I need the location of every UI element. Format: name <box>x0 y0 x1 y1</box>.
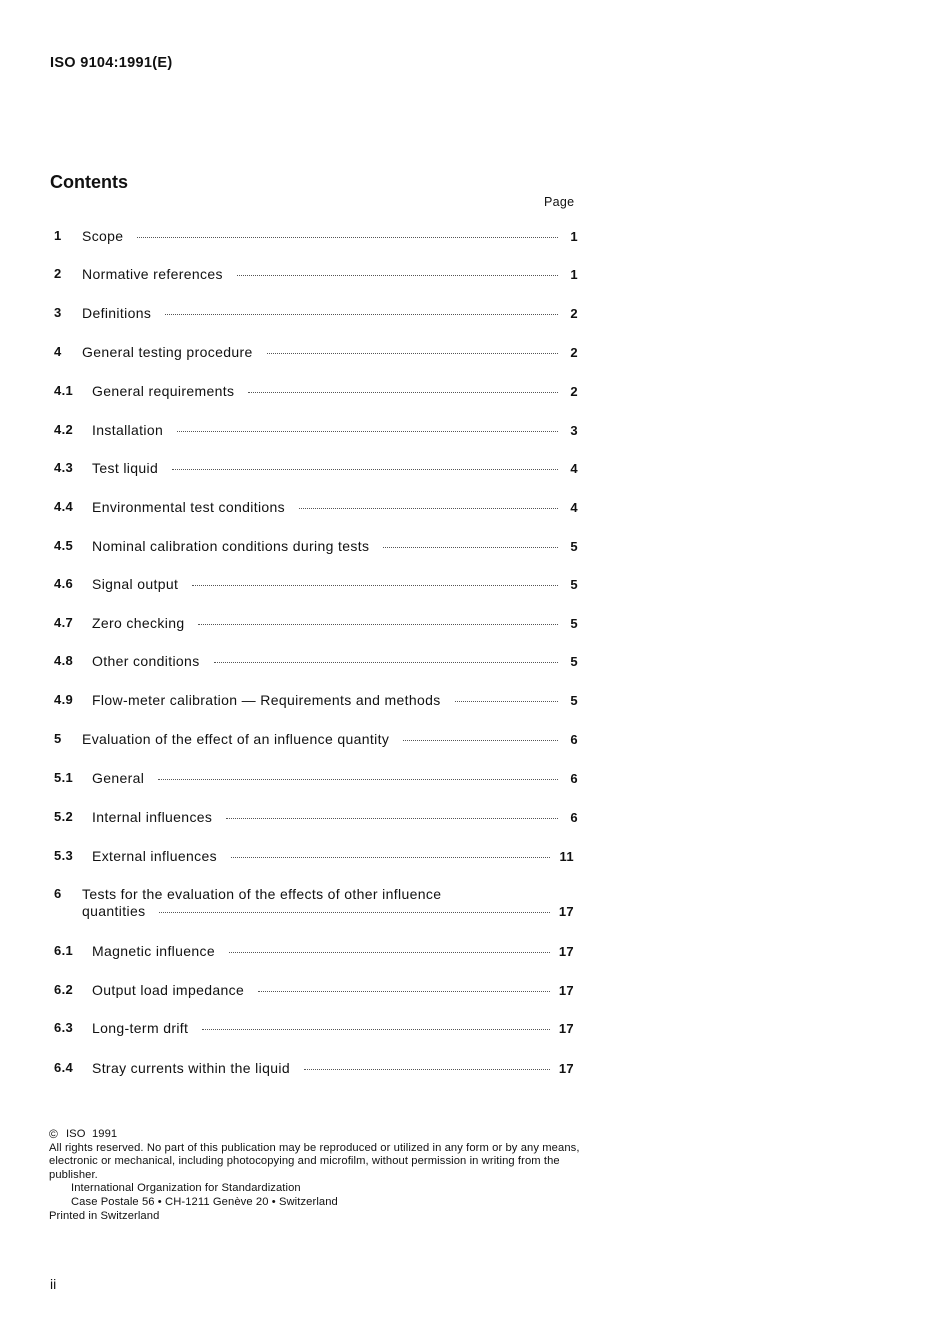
toc-entry[interactable] <box>0 576 950 598</box>
toc-entry[interactable] <box>0 228 950 250</box>
toc-entry-page: 5 <box>570 654 578 669</box>
dot-leader <box>229 952 550 953</box>
dot-leader <box>231 857 550 858</box>
toc-entry-page: 17 <box>558 904 574 919</box>
toc-entry[interactable] <box>0 731 950 753</box>
toc-entry[interactable] <box>0 982 950 1004</box>
organization-address: Case Postale 56 • CH-1211 Genève 20 • Switzerland <box>71 1195 338 1208</box>
toc-entry-number: 6 <box>54 886 62 901</box>
toc-entry[interactable] <box>0 809 950 831</box>
toc-entry[interactable] <box>0 499 950 521</box>
toc-entry-page: 2 <box>570 306 578 321</box>
toc-entry-title-line1: Tests for the evaluation of the effects of other influence <box>82 886 442 902</box>
toc-entry-title: Nominal calibration conditions during tests <box>92 538 370 554</box>
dot-leader <box>177 431 558 432</box>
toc-entry-title: Normative references <box>82 266 223 282</box>
organization-name: International Organization for Standardization <box>71 1182 301 1195</box>
copyright-footer <box>49 1128 589 1223</box>
toc-entry[interactable] <box>0 1020 950 1042</box>
toc-entry-page: 1 <box>570 229 578 244</box>
toc-entry[interactable] <box>0 305 950 327</box>
toc-entry-number: 4.3 <box>54 460 74 475</box>
toc-entry-number: 4.4 <box>54 499 74 514</box>
toc-entry-page: 2 <box>570 345 578 360</box>
toc-entry[interactable] <box>0 943 950 965</box>
toc-entry-number: 4.5 <box>54 538 74 553</box>
toc-entry-title: Evaluation of the effect of an influence quantity <box>82 731 390 747</box>
toc-entry-number: 4.7 <box>54 615 74 630</box>
rights-statement: All rights reserved. No part of this publication may be reproduced or utilized in any form or by any means, electronic or mechanical, including photocopying and microfilm, without permission in writing from the publisher. <box>49 1141 580 1181</box>
toc-entry[interactable] <box>0 344 950 366</box>
dot-leader <box>172 469 558 470</box>
dot-leader <box>403 740 558 741</box>
toc-entry-title: Environmental test conditions <box>92 499 286 515</box>
toc-entry-number: 4 <box>54 344 62 359</box>
toc-entry-page: 4 <box>570 461 578 476</box>
toc-entry-title: General testing procedure <box>82 344 253 360</box>
toc-entry-number: 4.2 <box>54 422 74 437</box>
dot-leader <box>248 392 558 393</box>
toc-entry-title: Internal influences <box>92 809 213 825</box>
toc-entry-number: 5.2 <box>54 809 74 824</box>
dot-leader <box>202 1029 550 1030</box>
dot-leader <box>258 991 550 992</box>
toc-entry-number: 6.2 <box>54 982 74 997</box>
dot-leader <box>214 662 558 663</box>
toc-entry-page: 6 <box>570 771 578 786</box>
toc-entry[interactable] <box>0 266 950 288</box>
toc-entry[interactable] <box>0 653 950 675</box>
toc-entry[interactable] <box>0 848 950 870</box>
toc-entry[interactable] <box>0 1060 950 1082</box>
page-number: ii <box>50 1276 57 1292</box>
toc-entry-number: 4.1 <box>54 383 74 398</box>
toc-entry-page: 5 <box>570 616 578 631</box>
toc-entry-number: 5.3 <box>54 848 74 863</box>
toc-entry-title: Stray currents within the liquid <box>92 1060 290 1076</box>
toc-entry-page: 17 <box>558 983 574 998</box>
toc-entry-page: 3 <box>570 423 578 438</box>
toc-entry[interactable] <box>0 460 950 482</box>
toc-entry-page: 5 <box>570 539 578 554</box>
toc-entry-number: 2 <box>54 266 62 281</box>
toc-entry[interactable] <box>0 770 950 792</box>
printed-location: Printed in Switzerland <box>49 1209 160 1222</box>
toc-entry-title: Other conditions <box>92 653 200 669</box>
toc-entry-number: 4.8 <box>54 653 74 668</box>
copyright-icon: © <box>49 1127 58 1141</box>
dot-leader <box>299 508 558 509</box>
contents-heading: Contents <box>50 172 128 192</box>
toc-entry[interactable] <box>0 615 950 637</box>
toc-entry-title: Flow-meter calibration — Requirements and methods <box>92 692 441 708</box>
toc-entry-number: 1 <box>54 228 62 243</box>
dot-leader <box>137 237 558 238</box>
dot-leader <box>237 275 558 276</box>
page-column-label: Page <box>544 195 575 209</box>
toc-entry-title: Output load impedance <box>92 982 245 998</box>
toc-entry-number: 5.1 <box>54 770 74 785</box>
toc-entry[interactable] <box>0 422 950 444</box>
toc-entry-title: General requirements <box>92 383 235 399</box>
dot-leader <box>165 314 558 315</box>
toc-entry-number: 6.4 <box>54 1060 74 1075</box>
toc-entry-title: Scope <box>82 228 124 244</box>
toc-entry-title: Signal output <box>92 576 179 592</box>
toc-entry-title: External influences <box>92 848 217 864</box>
toc-entry-number: 6.3 <box>54 1020 74 1035</box>
dot-leader <box>198 624 558 625</box>
toc-entry[interactable] <box>0 383 950 405</box>
dot-leader <box>304 1069 550 1070</box>
toc-entry-number: 3 <box>54 305 62 320</box>
toc-entry-number: 4.6 <box>54 576 74 591</box>
copyright-line <box>49 1128 589 1142</box>
toc-entry[interactable] <box>0 538 950 560</box>
dot-leader <box>455 701 558 702</box>
copyright-org-year: ISO 1991 <box>65 1128 118 1140</box>
toc-entry[interactable] <box>0 692 950 714</box>
toc-entry-page: 17 <box>558 1021 574 1036</box>
dot-leader <box>158 779 558 780</box>
toc-entry-page: 5 <box>570 577 578 592</box>
toc-entry-number: 6.1 <box>54 943 74 958</box>
toc-entry-page: 17 <box>558 1061 574 1076</box>
dot-leader <box>159 912 550 913</box>
toc-entry-number: 5 <box>54 731 62 746</box>
dot-leader <box>267 353 558 354</box>
document-id: ISO 9104:1991(E) <box>50 55 173 71</box>
toc-entry-page: 6 <box>570 732 578 747</box>
toc-entry-page: 17 <box>558 944 574 959</box>
toc-entry-title: Definitions <box>82 305 152 321</box>
toc-entry-page: 5 <box>570 693 578 708</box>
toc-entry-title: Installation <box>92 422 164 438</box>
toc-entry-page: 4 <box>570 500 578 515</box>
toc-entry-title: Zero checking <box>92 615 185 631</box>
toc-entry-page: 11 <box>559 849 574 864</box>
toc-entry[interactable] <box>0 886 950 926</box>
toc-entry-page: 2 <box>570 384 578 399</box>
toc-entry-page: 1 <box>570 267 578 282</box>
toc-entry-title: quantities <box>82 903 146 919</box>
toc-entry-page: 6 <box>570 810 578 825</box>
toc-entry-title: General <box>92 770 145 786</box>
toc-entry-title: Test liquid <box>92 460 159 476</box>
toc-entry-title: Long-term drift <box>92 1020 189 1036</box>
toc-entry-number: 4.9 <box>54 692 74 707</box>
toc-entry-title: Magnetic influence <box>92 943 216 959</box>
dot-leader <box>226 818 558 819</box>
dot-leader <box>192 585 558 586</box>
dot-leader <box>383 547 558 548</box>
